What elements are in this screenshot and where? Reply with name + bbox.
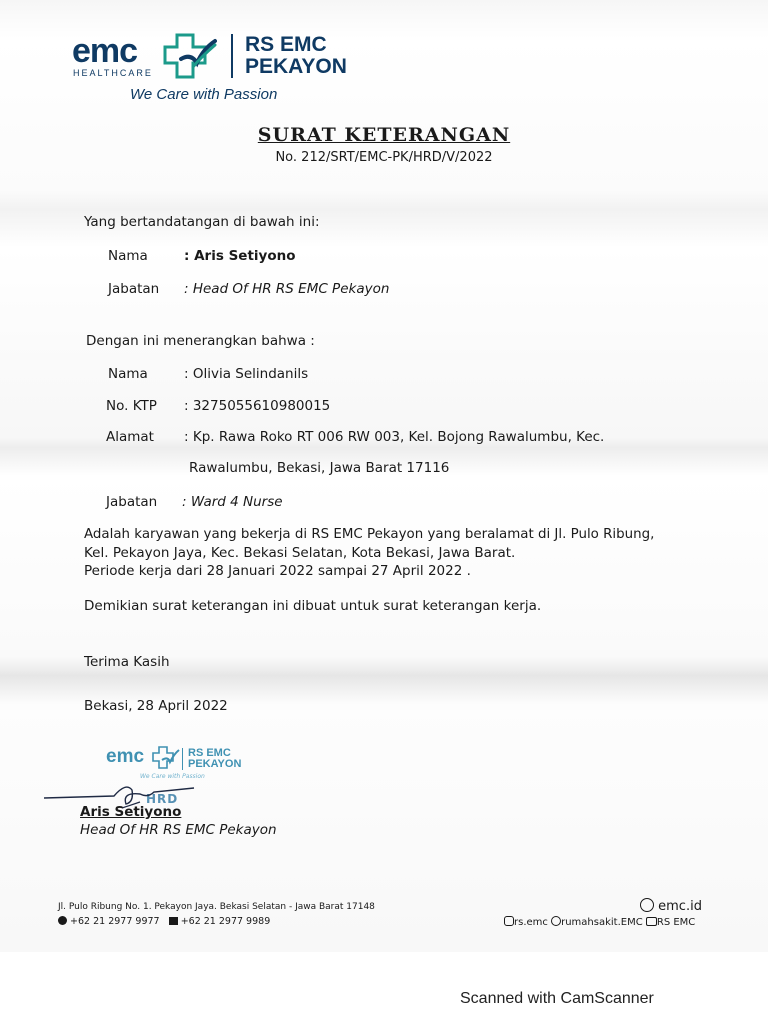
stamp-dept: HRD [146, 792, 179, 806]
subject-position-value: : Ward 4 Nurse [182, 494, 283, 510]
logo-divider [231, 34, 233, 78]
stamp-cross-icon [152, 746, 180, 770]
subject-intro: Dengan ini menerangkan bahwa : [86, 333, 315, 349]
stamp-tagline: We Care with Passion [140, 773, 205, 780]
footer-fax: +62 21 2977 9989 [180, 916, 271, 927]
signer-title: Head Of HR RS EMC Pekayon [80, 822, 277, 838]
web-icon [640, 898, 654, 912]
footer-phone: +62 21 2977 9977 [70, 916, 160, 927]
emc-logo-text: emc [72, 32, 138, 70]
body-line-3: Periode kerja dari 28 Januari 2022 sampai 27 April 2022 . [84, 563, 471, 579]
thanks-text: Terima Kasih [84, 654, 170, 670]
emc-logo [72, 32, 162, 78]
subject-name-label: Nama [108, 366, 148, 382]
letter-number: No. 212/SRT/EMC-PK/HRD/V/2022 [275, 150, 493, 165]
phone-icon [58, 916, 67, 925]
instagram-icon [504, 916, 514, 926]
signer-name: Aris Setiyono [80, 804, 182, 820]
body-line-2: Kel. Pekayon Jaya, Kec. Bekasi Selatan, Kota Bekasi, Jawa Barat. [84, 545, 516, 561]
stamp-logo-text: emc [106, 746, 145, 767]
hospital-name-line1: RS EMC [245, 33, 327, 56]
footer-contacts [58, 916, 270, 927]
footer-instagram: rs.emc [514, 917, 548, 928]
letter-title [0, 124, 768, 146]
subject-address-line1: : Kp. Rawa Roko RT 006 RW 003, Kel. Bojong Rawalumbu, Kec. [184, 429, 605, 445]
subject-ktp-value: : 3275055610980015 [184, 398, 331, 414]
letter-title-text: SURAT KETERANGAN [257, 124, 511, 146]
stamp-hospital-line1: RS EMC [188, 747, 231, 759]
tagline: We Care with Passion [130, 86, 278, 103]
place-date: Bekasi, 28 April 2022 [84, 698, 228, 714]
subject-ktp-label: No. KTP [106, 398, 157, 414]
body-line-1: Adalah karyawan yang bekerja di RS EMC Pekayon yang beralamat di Jl. Pulo Ribung, [84, 527, 655, 542]
closing-statement: Demikian surat keterangan ini dibuat untuk surat keterangan kerja. [84, 598, 542, 614]
subject-position-label: Jabatan [106, 494, 158, 510]
footer-social-row [504, 916, 695, 928]
hospital-name-line2: PEKAYON [245, 55, 347, 78]
hospital-name [245, 34, 347, 78]
footer-facebook: rumahsakit.EMC [561, 917, 643, 928]
stamp-hospital-name [188, 748, 241, 770]
subject-address-line2: Rawalumbu, Bekasi, Jawa Barat 17116 [189, 460, 450, 476]
signatory-intro: Yang bertandatangan di bawah ini: [84, 214, 320, 230]
youtube-icon [646, 917, 657, 926]
footer-website-row [640, 898, 702, 914]
signatory-name-label: Nama [108, 248, 148, 264]
scanner-watermark: Scanned with CamScanner [460, 990, 654, 1007]
stamp-divider [182, 748, 183, 770]
signatory-position-value: : Head Of HR RS EMC Pekayon [184, 281, 390, 297]
footer-address: Jl. Pulo Ribung No. 1. Pekayon Jaya. Bekasi Selatan - Jawa Barat 17148 [58, 902, 375, 912]
subject-name-value: : Olivia Selindanils [184, 366, 309, 382]
facebook-icon [551, 916, 561, 926]
emc-logo-subtext: HEALTHCARE [73, 68, 153, 78]
footer-youtube: RS EMC [656, 917, 696, 928]
footer-website: emc.id [658, 899, 702, 914]
signatory-position-label: Jabatan [108, 281, 160, 297]
signatory-name-value: : Aris Setiyono [184, 248, 296, 264]
stamp-hospital-line2: PEKAYON [188, 758, 242, 770]
subject-address-label: Alamat [106, 429, 154, 445]
fax-icon [169, 917, 178, 925]
medical-cross-icon [163, 33, 217, 81]
